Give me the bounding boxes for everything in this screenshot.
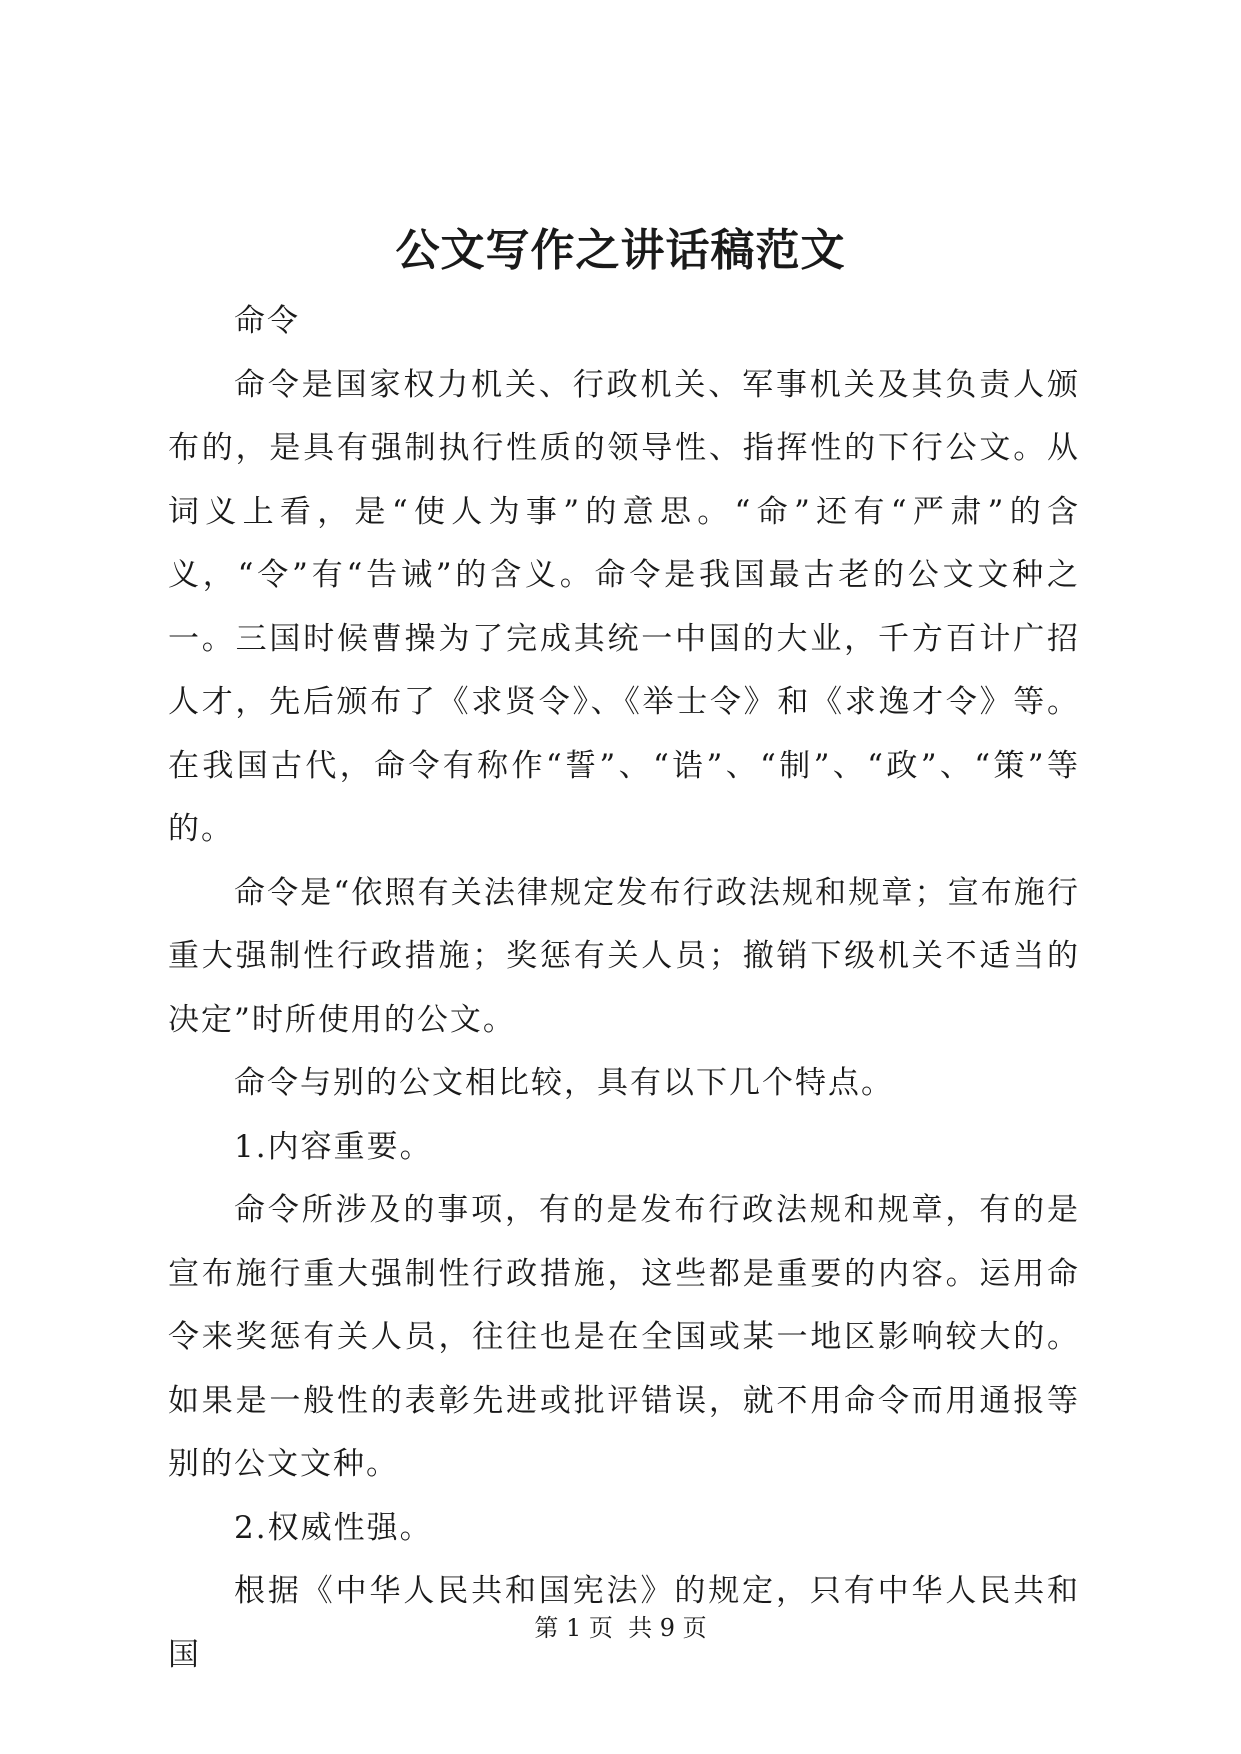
paragraph-subheading: 1.内容重要。: [234, 1128, 433, 1165]
paragraph: 命令是国家权力机关、行政机关、军事机关及其负责人颁布的，是具有强制执行性质的领导性、指挥性的下行公文。从词义上看，是“使人为事”的意思。“命”还有“严肃”的含义，“令”有“告诫”的含义。命令是我国最古老的公文文种之一。三国时候曹操为了完成其统一中国的大业，千方百计广招人才，先后颁布了《求贤令》、《举士令》和《求逸才令》等。在我国古代，命令有称作“誓”、“诰”、“制”、“政”、“策”等的。: [168, 366, 1080, 847]
paragraph: 命令与别的公文相比较，具有以下几个特点。: [234, 1065, 894, 1101]
document-body: [168, 290, 1080, 1687]
paragraph-subheading: 2.权威性强。: [234, 1509, 433, 1546]
page-footer: [0, 1612, 1241, 1644]
paragraph: 根据《中华人民共和国宪法》的规定，只有中华人民共和国: [168, 1573, 1080, 1673]
paragraph: 命令是“依照有关法律规定发布行政法规和规章；宣布施行重大强制性行政措施；奖惩有关人员；撤销下级机关不适当的决定”时所使用的公文。: [168, 874, 1080, 1038]
document-title: 公文写作之讲话稿范文: [395, 225, 846, 276]
paragraph: 命令所涉及的事项，有的是发布行政法规和规章，有的是宣布施行重大强制性行政措施，这些都是重要的内容。运用命令来奖惩有关人员，往往也是在全国或某一地区影响较大的。如果是一般性的表彰先进或批评错误，就不用命令而用通报等别的公文文种。: [168, 1192, 1080, 1482]
page-number: 第 1 页 共 9 页: [534, 1614, 707, 1642]
paragraph-heading: 命令: [234, 303, 300, 339]
